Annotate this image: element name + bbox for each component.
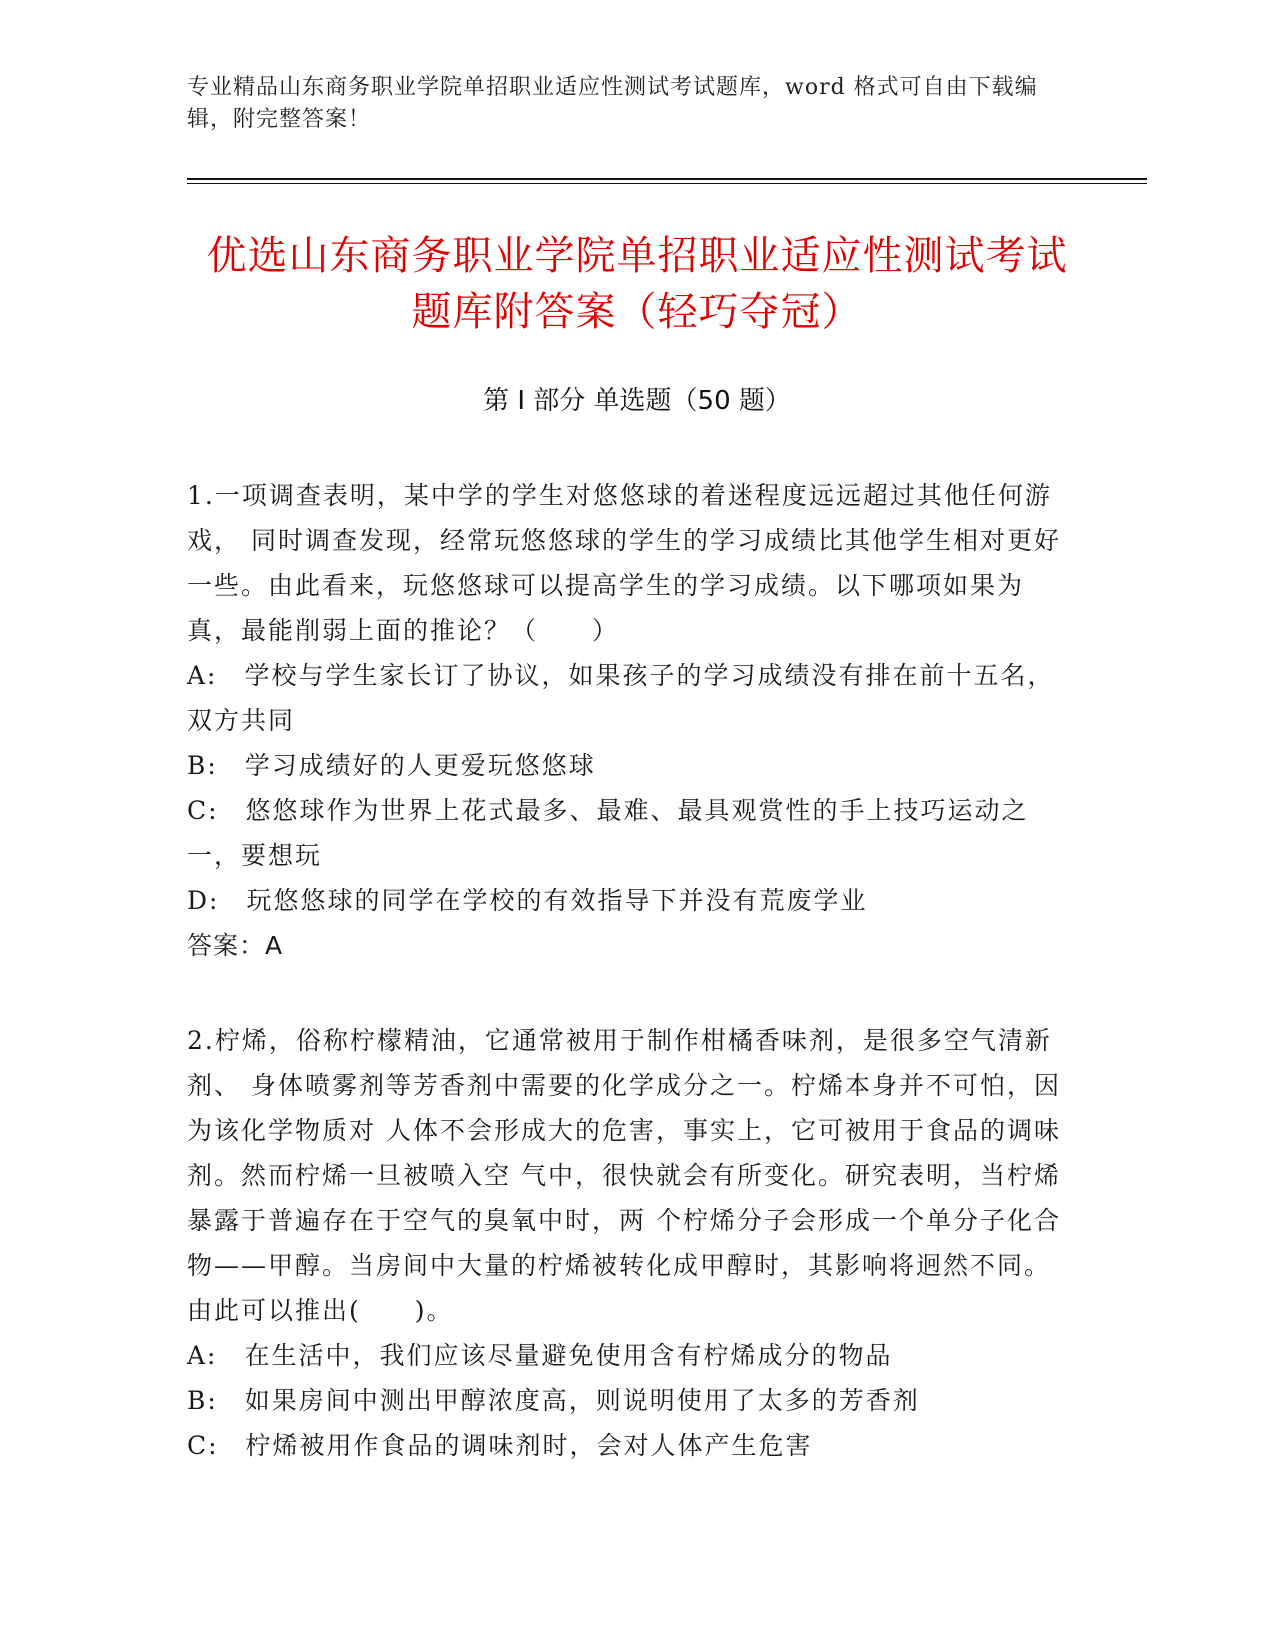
question-1 xyxy=(187,473,1067,968)
answer: 答案：A xyxy=(187,931,284,960)
header-note: 专业精品山东商务职业学院单招职业适应性测试考试题库，word 格式可自由下载编辑，附完整答案！ xyxy=(187,75,1038,132)
section-title: 第 I 部分 单选题（50 题） xyxy=(483,386,791,416)
question-stem: 1.一项调查表明，某中学的学生对悠悠球的着迷程度远远超过其他任何游戏， 同时调查发现，经常玩悠悠球的学生的学习成绩比其他学生相对更好一些。由此看来，玩悠悠球可以提高学生的学习成绩。以下哪项如果为真，最能削弱上面的推论？（ ） xyxy=(187,481,1061,645)
header-rule-thin xyxy=(187,183,1147,184)
option-b: B: 学习成绩好的人更爱玩悠悠球 xyxy=(187,751,596,780)
header-rule-thick xyxy=(187,178,1147,180)
option-a: A: 在生活中，我们应该尽量避免使用含有柠烯成分的物品 xyxy=(187,1341,893,1370)
document-title: 优选山东商务职业学院单招职业适应性测试考试题库附答案（轻巧夺冠） xyxy=(206,233,1068,335)
option-b: B: 如果房间中测出甲醇浓度高，则说明使用了太多的芳香剂 xyxy=(187,1386,920,1415)
option-d: D: 玩悠悠球的同学在学校的有效指导下并没有荒废学业 xyxy=(187,886,868,915)
question-2 xyxy=(187,1018,1067,1468)
option-a: A: 学校与学生家长订了协议，如果孩子的学习成绩没有排在前十五名，双方共同 xyxy=(187,661,1055,735)
question-stem: 2.柠烯，俗称柠檬精油，它通常被用于制作柑橘香味剂，是很多空气清新剂、 身体喷雾剂等芳香剂中需要的化学成分之一。柠烯本身并不可怕，因为该化学物质对 人体不会形成大的危害，事实上，它可被用于食品的调味剂。然而柠烯一旦被喷入空 气中，很快就会有所变化。研究表明，当柠烯暴露于普遍存在于空气的臭氧中时，两 个柠烯分子会形成一个单分子化合物——甲醇。当房间中大量的柠烯被转化成甲醇时，其影响将迥然不同。由此可以推出( )。 xyxy=(187,1026,1061,1325)
option-c: C: 柠烯被用作食品的调味剂时，会对人体产生危害 xyxy=(187,1431,813,1460)
option-c: C: 悠悠球作为世界上花式最多、最难、最具观赏性的手上技巧运动之一，要想玩 xyxy=(187,796,1029,870)
